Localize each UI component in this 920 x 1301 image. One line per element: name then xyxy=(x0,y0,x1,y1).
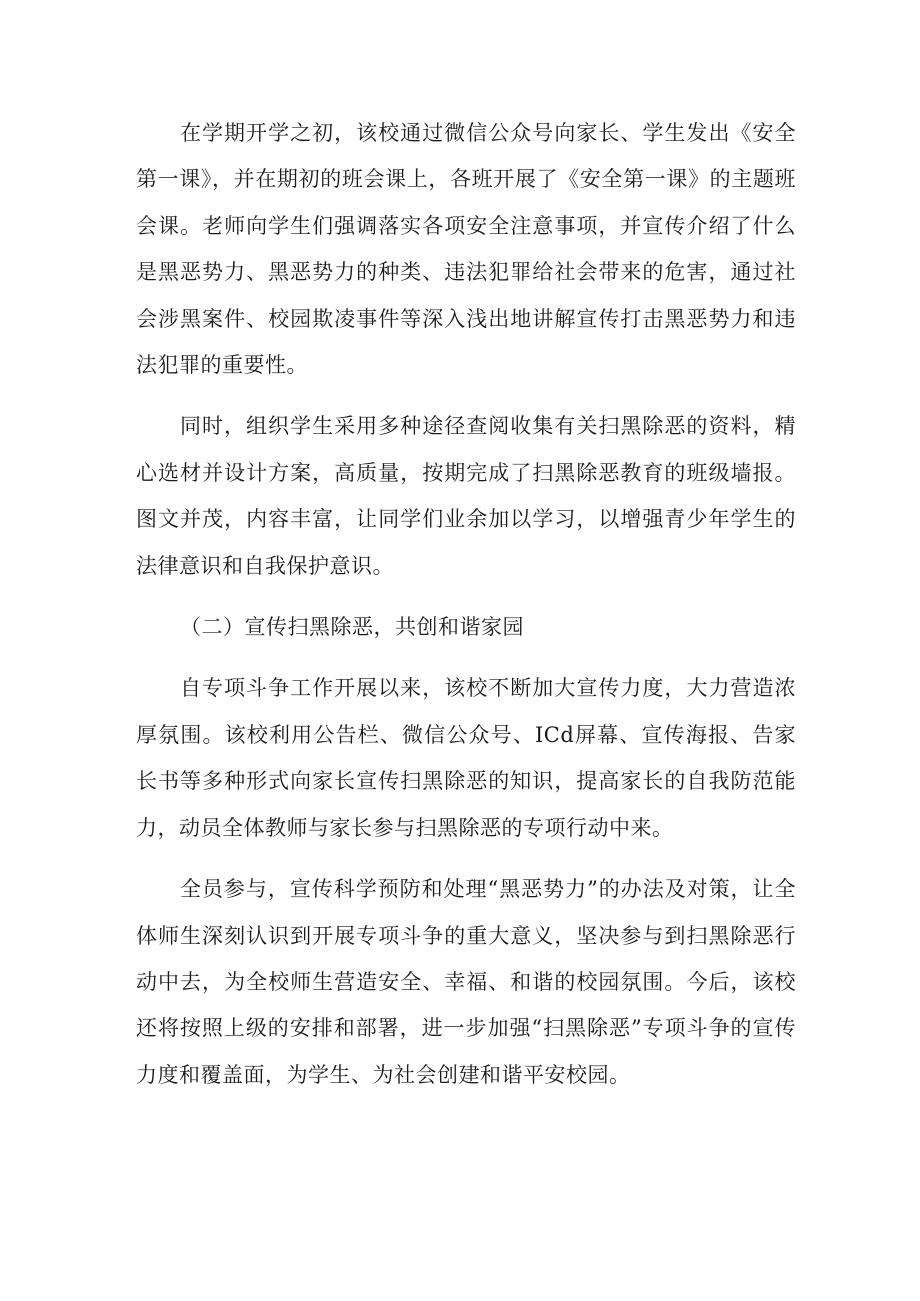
paragraph-3: 自专项斗争工作开展以来，该校不断加大宣传力度，大力营造浓厚氛围。该校利用公告栏、微信公众号、ICd屏幕、宣传海报、告家长书等多种形式向家长宣传扫黑除恶的知识，提高家长的自我防范能力，动员全体教师与家长参与扫黑除恶的专项行动中来。 xyxy=(136,676,796,840)
paragraph-1: 在学期开学之初，该校通过微信公众号向家长、学生发出《安全第一课》，并在期初的班会课上，各班开展了《安全第一课》的主题班会课。老师向学生们强调落实各项安全注意事项，并宣传介绍了什么是黑恶势力、黑恶势力的种类、违法犯罪给社会带来的危害，通过社会涉黑案件、校园欺凌事件等深入浅出地讲解宣传打击黑恶势力和违法犯罪的重要性。 xyxy=(136,121,796,378)
section-heading: （二）宣传扫黑除恶，共创和谐家园 xyxy=(180,615,524,640)
document-body xyxy=(136,110,796,1113)
paragraph-4: 全员参与，宣传科学预防和处理“黑恶势力”的办法及对策，让全体师生深刻认识到开展专项斗争的重大意义，坚决参与到扫黑除恶行动中去，为全校师生营造安全、幸福、和谐的校园氛围。今后，该校还将按照上级的安排和部署，进一步加强“扫黑除恶”专项斗争的宣传力度和覆盖面，为学生、为社会创建和谐平安校园。 xyxy=(136,877,796,1087)
paragraph-2: 同时，组织学生采用多种途径查阅收集有关扫黑除恶的资料，精心选材并设计方案，高质量，按期完成了扫黑除恶教育的班级墙报。图文并茂，内容丰富，让同学们业余加以学习，以增强青少年学生的法律意识和自我保护意识。 xyxy=(136,414,796,578)
